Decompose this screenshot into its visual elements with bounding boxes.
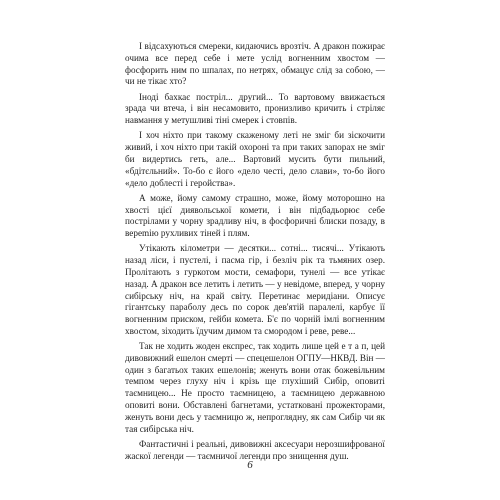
paragraph-6: Так не ходить жоден експрес, так ходить лише цей е т а п, цей дивовижний ешелон смерті — спецешелон ОГПУ—НКВД. Він — один з багатьох таких ешелонів; женуть вони отак божевільним темпом через глуху ніч і крізь ще глухіший Сибір, оповиті таємницею... Не просто таємницею, а таємницею державною оповиті вони. Обставлені багнетами, устатковані прожекторами, женуть вони десь у таємницю ж, непрогляднy, як сам Сибір чи як тая сибірська ніч. <box>125 341 385 434</box>
paragraph-4: А може, йому самому страшно, може, йому моторошно на хвості цієї диявольської комети, і він підбадьорює себе пострілами у чорну зрадливу ніч, в фосфоричні блиски позаду, в верemiю рухливих тіней і плям. <box>125 192 385 239</box>
paragraph-5: Утікають кілометри — десятки... сотні... тисячі... Утікають назад ліси, і пустелі, і пасма гір, і безліч рік та тьмяних озер. Пролітають з гуркотом мости, семафори, тунелі — все утікає назад. А дракон все летить і летить — у невідоме, вперед, у чорну сибірську ніч, на край світу. Перетинає меридіани. Описує гігантську параболу десь по сорок дев'ятій паралелі, карбує її вогненним приском, гейби комета. Б'є по чорній імлі вогненним хвостом, зіходить їдучим димом та смородом і реве, реве... <box>125 243 385 336</box>
paragraph-2: Іноді бахкає постріл... другий... То вартовому ввижається зрада чи втеча, і він несамовито, пронизливо кричить і стріляє навмання у метушливі тіні смерек і стовпів. <box>125 91 385 126</box>
paragraph-1: І відсахуються смереки, кидаючись врозтіч. А дракон пожирає очима все перед себе і мете услід вогненним хвостом — фосфорить ним по шпалах, по нетрях, обмацує слід за собою, — чи не тікає хто? <box>125 41 385 87</box>
paragraph-3: І хоч ніхто при такому скаженому леті не зміг би зіскочити живий, і хоч ніхто при такій охороні та при таких запорах не зміг би видертись геть, але... Вартовий мусить бути пильний, «бдітєльний». То-бо є його «дело честі, дело слави», то-бо його «дело доблесті і геройства». <box>125 130 385 188</box>
page-number: 6 <box>247 459 253 471</box>
body-text <box>125 41 385 466</box>
paragraph-7: Фантастичні і реальні, дивовижні аксесуари нерозшифрованої жаскої легенди — таємничої легенди про знищення душ. <box>125 438 385 461</box>
